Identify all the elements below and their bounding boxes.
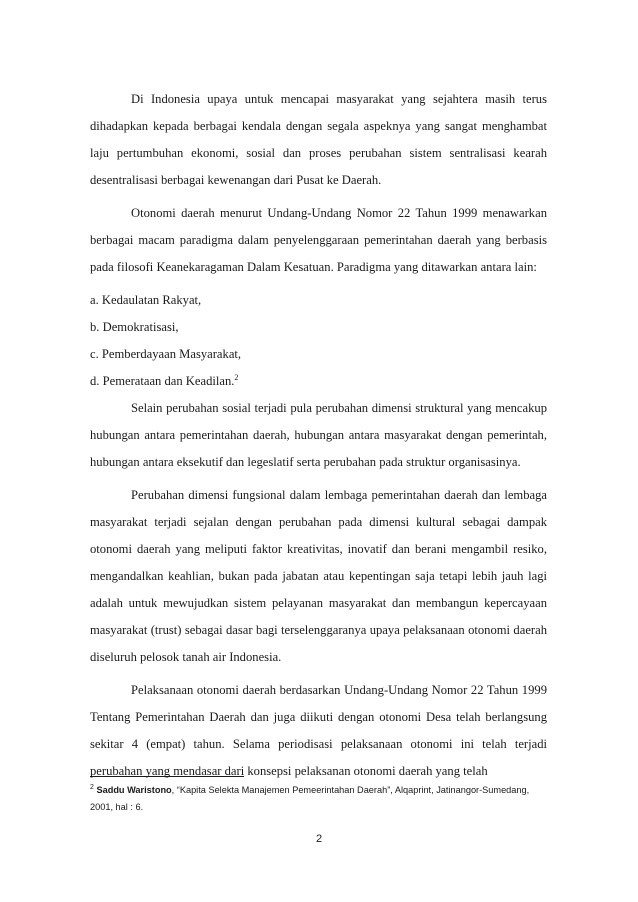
paragraph-2: Otonomi daerah menurut Undang-Undang Nomor 22 Tahun 1999 menawarkan berbagai macam paradigma dalam penyelenggaraan pemerintahan daerah yang berbasis pada filosofi Keanekaragaman Dalam Kesatuan. Paradigma yang ditawarkan antara lain: <box>90 206 547 274</box>
list-item-d-text: d. Pemerataan dan Keadilan. <box>90 374 235 388</box>
list-item-c: c. Pemberdayaan Masyarakat, <box>90 347 242 361</box>
list-item-b: b. Demokratisasi, <box>90 320 179 334</box>
footnote-author: Saddu Waristono <box>96 785 172 795</box>
list-item-d <box>90 368 547 395</box>
body-text <box>90 86 547 791</box>
footnote-divider <box>90 776 244 777</box>
paragraph-1: Di Indonesia upaya untuk mencapai masyarakat yang sejahtera masih terus dihadapkan kepada berbagai kendala dengan segala aspeknya yang sangat menghambat laju pertumbuhan ekonomi, sosial dan proses perubahan sistem sentralisasi kearah desentralisasi berbagai kewenangan dari Pusat ke Daerah. <box>90 92 547 187</box>
footnote <box>90 782 550 816</box>
paragraph-4: Perubahan dimensi fungsional dalam lembaga pemerintahan daerah dan lembaga masyarakat terjadi sejalan dengan perubahan pada dimensi kultural sebagai dampak otonomi daerah yang meliputi faktor kreativitas, inovatif dan berani mengambil resiko, mengandalkan keahlian, bukan pada jabatan atau kepentingan saja tetapi lebih jauh lagi adalah untuk mewujudkan sistem pelayanan masyarakat dan membangun kepercayaan masyarakat (trust) sebagai dasar bagi terselenggaranya upaya pelaksanaan otonomi daerah diseluruh pelosok tanah air Indonesia. <box>90 488 547 664</box>
footnote-number: 2 <box>90 783 94 791</box>
paragraph-3: Selain perubahan sosial terjadi pula perubahan dimensi struktural yang mencakup hubungan antara pemerintahan daerah, hubungan antara masyarakat dengan pemerintah, hubungan antara eksekutif dan legeslatif serta perubahan pada struktur organisasinya. <box>90 401 547 469</box>
paragraph-5: Pelaksanaan otonomi daerah berdasarkan Undang-Undang Nomor 22 Tahun 1999 Tentang Pemerintahan Daerah dan juga diikuti dengan otonomi Desa telah berlangsung sekitar 4 (empat) tahun. Selama periodisasi pelaksanaan otonomi ini telah terjadi perubahan yang mendasar dari konsepsi pelaksanan otonomi daerah yang telah <box>90 683 547 778</box>
footnote-reference: 2 <box>234 372 239 382</box>
footnote-citation: , “Kapita Selekta Manajemen Pemeerintahan Daerah”, Alqaprint, Jatinangor-Sumedang, 2001, hal : 6. <box>90 785 530 812</box>
page-number: 2 <box>315 833 323 845</box>
list-item-a: a. Kedaulatan Rakyat, <box>90 293 202 307</box>
